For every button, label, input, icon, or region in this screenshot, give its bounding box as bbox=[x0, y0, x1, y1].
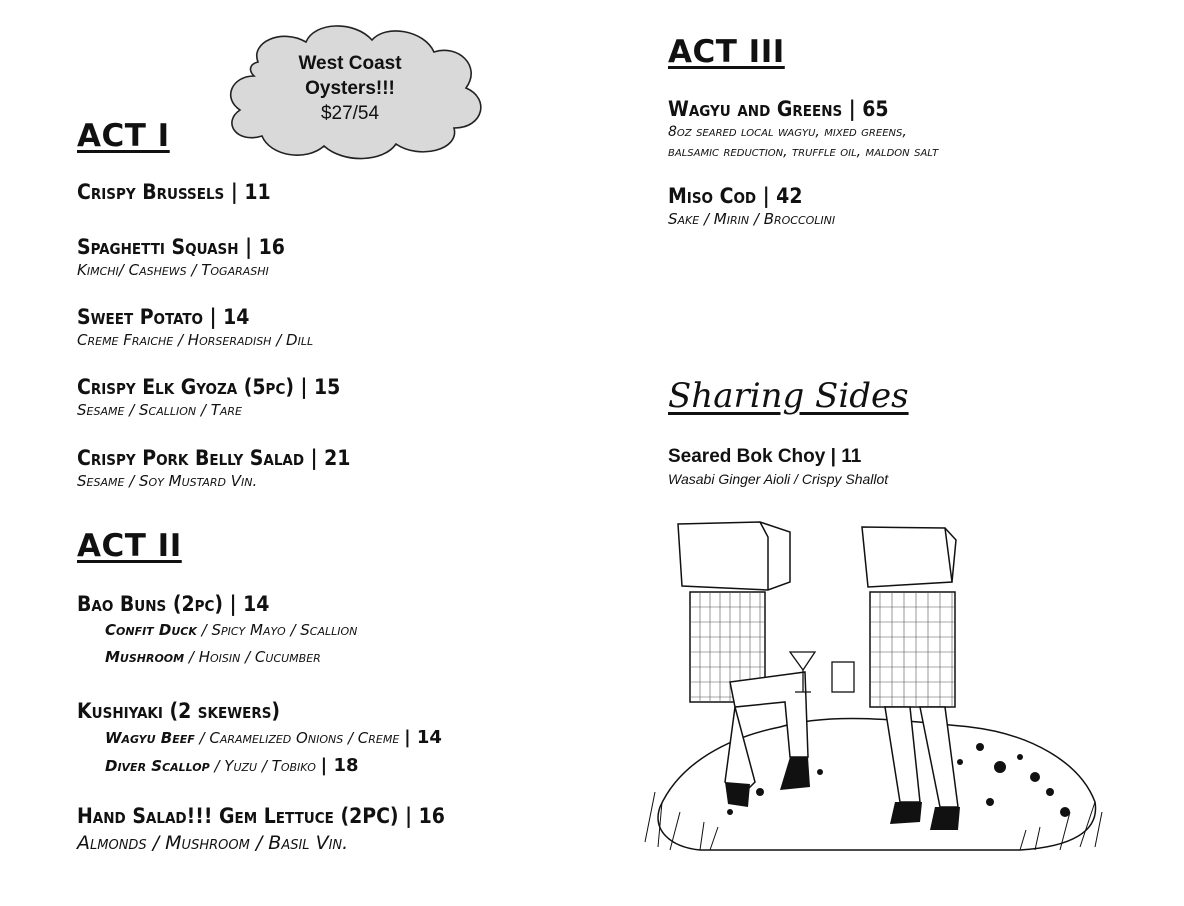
item-option: Mushroom / Hoisin / Cucumber bbox=[105, 648, 321, 666]
box-head-men-illustration-icon bbox=[640, 512, 1110, 862]
oyster-special-cloud bbox=[214, 18, 486, 163]
item-desc: 8oz seared local wagyu, mixed greens, bbox=[668, 124, 907, 140]
menu-item-hand-salad bbox=[77, 803, 445, 857]
act1-title: ACT I bbox=[77, 118, 170, 154]
item-desc: Kimchi/ Cashews / Togarashi bbox=[77, 261, 269, 279]
item-name: Wagyu and Greens | 65 bbox=[668, 97, 889, 121]
sharing-sides-title: Sharing Sides bbox=[668, 376, 909, 416]
menu-item bbox=[77, 234, 285, 280]
item-desc: balsamic reduction, truffle oil, maldon salt bbox=[668, 144, 939, 160]
item-desc: Sake / Mirin / Broccolini bbox=[668, 210, 836, 228]
menu-item bbox=[77, 179, 271, 205]
cloud-line1: West Coast bbox=[298, 53, 402, 74]
item-name: Kushiyaki (2 skewers) bbox=[77, 699, 281, 723]
item-option: Diver Scallop / Yuzu / Tobiko | 18 bbox=[105, 755, 359, 776]
menu-item bbox=[77, 304, 313, 350]
act2-title: ACT II bbox=[77, 528, 182, 564]
menu-item-cod bbox=[668, 183, 835, 229]
menu-item bbox=[77, 374, 340, 420]
item-desc: Sesame / Soy Mustard Vin. bbox=[77, 472, 258, 490]
item-name: Crispy Elk Gyoza (5pc) | 15 bbox=[77, 375, 341, 399]
item-desc: Wasabi Ginger Aioli / Crispy Shallot bbox=[668, 471, 889, 487]
menu-item-bao bbox=[77, 591, 357, 671]
item-option: Wagyu Beef / Caramelized Onions / Creme | 14 bbox=[105, 727, 442, 748]
item-desc: Almonds / Mushroom / Basil Vin. bbox=[77, 832, 349, 854]
item-name: Crispy Pork Belly Salad | 21 bbox=[77, 446, 351, 470]
cloud-line2: Oysters!!! bbox=[305, 78, 395, 99]
menu-item-wagyu bbox=[668, 96, 938, 162]
cloud-price: $27/54 bbox=[320, 103, 380, 124]
item-name: Sweet Potato | 14 bbox=[77, 305, 250, 329]
item-option: Confit Duck / Spicy Mayo / Scallion bbox=[105, 621, 358, 639]
item-name: Crispy Brussels | 11 bbox=[77, 180, 271, 204]
menu-item-kushiyaki bbox=[77, 698, 442, 780]
item-name: Miso Cod | 42 bbox=[668, 184, 803, 208]
item-desc: Creme Fraiche / Horseradish / Dill bbox=[77, 331, 314, 349]
menu-item-bok-choy bbox=[668, 445, 888, 489]
act3-title: ACT III bbox=[668, 34, 785, 70]
item-desc: Sesame / Scallion / Tare bbox=[77, 401, 242, 419]
item-name: Spaghetti Squash | 16 bbox=[77, 235, 285, 259]
item-name: Bao Buns (2pc) | 14 bbox=[77, 592, 270, 616]
item-name: Seared Bok Choy | 11 bbox=[668, 446, 862, 467]
menu-item bbox=[77, 445, 350, 491]
item-name: Hand Salad!!! Gem Lettuce (2PC) | 16 bbox=[77, 804, 445, 828]
